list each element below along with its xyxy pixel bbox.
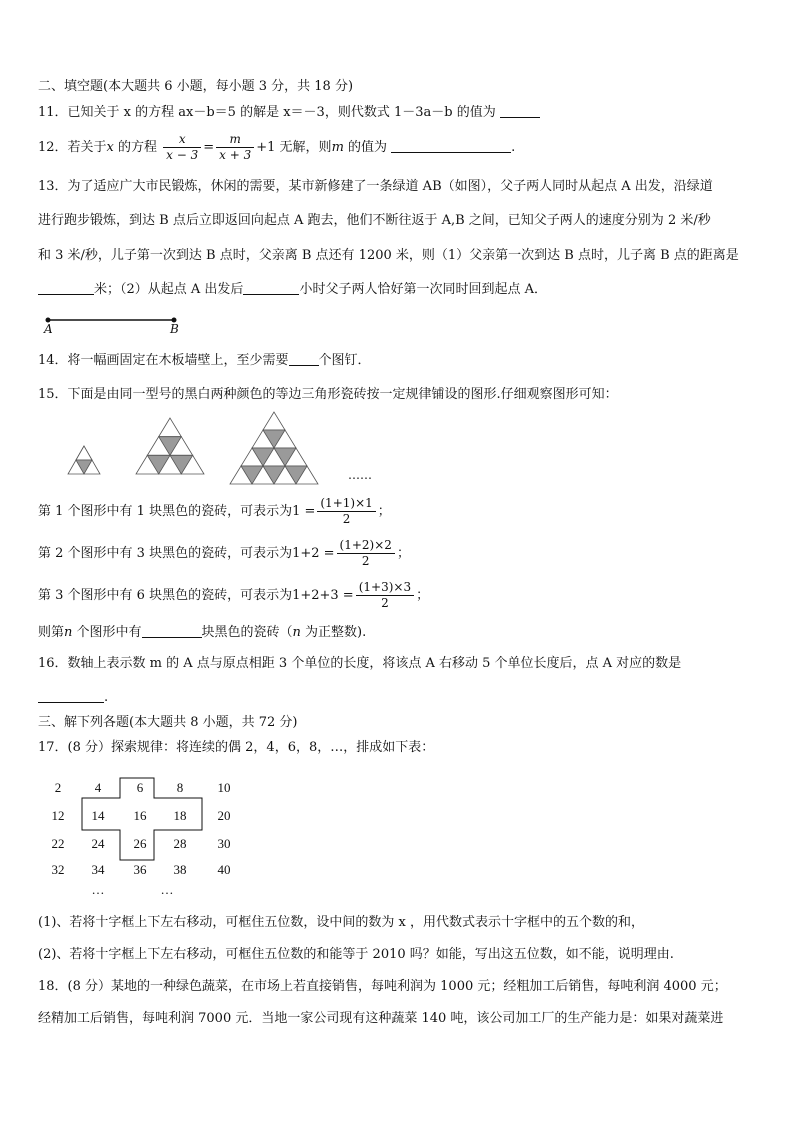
grid-cell: 4 bbox=[94, 780, 102, 795]
grid-cell: 8 bbox=[176, 780, 184, 795]
triangle-pattern-figures bbox=[60, 410, 360, 490]
grid-cell: 2 bbox=[54, 780, 62, 795]
pattern-row-1-lhs: 1 = bbox=[292, 504, 316, 519]
question-13-line-4-b: 小时父子两人恰好第一次同时回到起点 A． bbox=[299, 282, 547, 297]
fraction-denominator: 2 bbox=[342, 512, 351, 526]
grid-cell: 12 bbox=[51, 808, 65, 823]
grid-cell: 16 bbox=[133, 808, 147, 823]
grid-cell: 14 bbox=[91, 808, 105, 823]
fraction-numerator: (1+1)×1 bbox=[317, 496, 375, 512]
section-3-header: 三、解下列各题(本大题共 8 小题，共 72 分) bbox=[38, 715, 298, 730]
pattern-row-3-lhs: 1+2+3 = bbox=[292, 588, 354, 603]
fraction-denominator: 2 bbox=[381, 596, 389, 610]
question-11 bbox=[38, 104, 540, 122]
answer-blank[interactable] bbox=[243, 281, 299, 295]
segment-ab-figure bbox=[40, 312, 190, 340]
pattern-row-2-text: 第 2 个图形中有 3 块黑色的瓷砖，可表示为 bbox=[38, 546, 293, 561]
pattern-row-n-prefix: 则第 bbox=[38, 625, 65, 640]
period: . bbox=[104, 690, 109, 705]
question-13-line-4-a: 米；（2）从起点 A 出发后 bbox=[94, 282, 244, 297]
fraction-numerator: m bbox=[216, 132, 254, 148]
question-14-prefix: 14．将一幅画固定在木板墙壁上，至少需要 bbox=[38, 353, 289, 368]
grid-cell: 32 bbox=[51, 862, 65, 877]
question-15-intro: 15．下面是由同一型号的黑白两种颜色的等边三角形瓷砖按一定规律铺设的图形.仔细观察图形可知： bbox=[38, 387, 618, 402]
grid-cell: 36 bbox=[133, 862, 147, 877]
pattern-row-1-text: 第 1 个图形中有 1 块黑色的瓷砖，可表示为 bbox=[38, 504, 293, 519]
pattern-row-2 bbox=[38, 536, 410, 572]
grid-cell: 18 bbox=[173, 808, 187, 823]
answer-blank[interactable] bbox=[142, 624, 202, 638]
question-18-line-2: 经精加工后销售，每吨利润 7000 元．当地一家公司现有这种蔬菜 140 吨，该公司加工厂的生产能力是：如果对蔬菜进 bbox=[38, 1011, 724, 1026]
grid-dots: … bbox=[91, 882, 105, 897]
fraction-denominator: 2 bbox=[361, 554, 370, 568]
answer-blank[interactable] bbox=[38, 281, 94, 295]
question-17-part-1: (1)、若将十字框上下左右移动，可框住五位数，设中间的数为 x ，用代数式表示十字框中的五个数的和， bbox=[38, 915, 645, 930]
fraction-numerator: (1+3)×3 bbox=[356, 580, 414, 596]
section-2-header: 二、填空题(本大题共 6 小题，每小题 3 分，共 18 分) bbox=[38, 79, 354, 94]
question-12-prefix: 12．若关于 bbox=[38, 140, 107, 155]
pattern-row-n bbox=[38, 624, 366, 642]
pattern-row-n-mid: 个图形中有 bbox=[72, 625, 142, 640]
fraction bbox=[356, 580, 414, 611]
var-m: m bbox=[331, 140, 344, 155]
grid-cell: 34 bbox=[91, 862, 105, 877]
question-14-suffix: 个图钉． bbox=[318, 353, 371, 368]
question-13-line-2: 进行跑步锻炼，到达 B 点后立即返回向起点 A 跑去，他们不断往返于 A,B 之间，已知父子两人的速度分别为 2 米/秒 bbox=[38, 213, 711, 228]
pattern-row-1 bbox=[38, 494, 391, 530]
question-13-line-3: 和 3 米/秒，儿子第一次到达 B 点时，父亲离 B 点还有 1200 米，则（1）父亲第一次到达 B 点时，儿子离 B 点的距离是 bbox=[38, 248, 739, 263]
answer-blank[interactable] bbox=[289, 352, 319, 366]
semicolon: ； bbox=[396, 546, 410, 561]
question-16-answer-line bbox=[38, 689, 108, 707]
question-17-part-2: (2)、若将十字框上下左右移动，可框住五位数的和能等于 2010 吗？如能，写出这五位数，如不能，说明理由. bbox=[38, 947, 674, 962]
grid-cell: 26 bbox=[133, 836, 147, 851]
triangle-figure-1 bbox=[68, 446, 100, 474]
grid-cell: 20 bbox=[217, 808, 231, 823]
question-13-line-4 bbox=[38, 281, 547, 299]
question-12-mid: 的方程 bbox=[113, 140, 158, 155]
fraction-denominator: x + 3 bbox=[219, 148, 252, 162]
pattern-row-2-lhs: 1+2 = bbox=[292, 546, 335, 561]
var-x: x bbox=[106, 140, 114, 155]
answer-blank[interactable] bbox=[500, 104, 540, 118]
question-12-suffix: 的值为 bbox=[343, 140, 388, 155]
grid-cell: 22 bbox=[51, 836, 65, 851]
fraction-numerator: x bbox=[163, 132, 201, 148]
question-11-text: 11．已知关于 x 的方程 ax－b＝5 的解是 x＝－3，则代数式 1－3a－b 的值为 bbox=[38, 105, 496, 120]
grid-cell: 30 bbox=[217, 836, 231, 851]
grid-dots: … bbox=[160, 882, 174, 897]
fraction-denominator: x − 3 bbox=[166, 148, 199, 162]
triangle-figure-2 bbox=[136, 418, 204, 474]
period: . bbox=[511, 140, 516, 155]
question-17-intro: 17．(8 分）探索规律：将连续的偶 2，4，6，8，…，排成如下表： bbox=[38, 740, 435, 755]
question-16: 16．数轴上表示数 m 的 A 点与原点相距 3 个单位的长度，将该点 A 右移动 5 个单位长度后，点 A 对应的数是 bbox=[38, 656, 682, 671]
fraction bbox=[163, 132, 201, 163]
point-a-label: A bbox=[44, 322, 53, 336]
question-13-line-1: 13．为了适应广大市民锻炼，休闲的需要，某市新修建了一条绿道 AB（如图），父子两人同时从起点 A 出发，沿绿道 bbox=[38, 179, 713, 194]
point-b-label: B bbox=[170, 322, 179, 336]
pattern-row-n-end: 为正整数). bbox=[300, 625, 367, 640]
answer-blank[interactable] bbox=[38, 689, 104, 703]
semicolon: ； bbox=[416, 588, 430, 603]
fraction-numerator: (1+2)×2 bbox=[337, 538, 395, 554]
question-14 bbox=[38, 352, 371, 370]
fraction bbox=[337, 538, 395, 569]
grid-cell: 6 bbox=[136, 780, 144, 795]
triangle-figure-3 bbox=[230, 412, 318, 484]
question-12 bbox=[38, 130, 515, 166]
grid-cell: 40 bbox=[217, 862, 231, 877]
answer-blank[interactable] bbox=[391, 139, 511, 153]
equals-sign: = bbox=[203, 140, 215, 155]
question-18-line-1: 18．(8 分）某地的一种绿色蔬菜，在市场上若直接销售，每吨利润为 1000 元；经粗加工后销售，每吨利润 4000 元； bbox=[38, 979, 727, 994]
var-n: n bbox=[64, 625, 73, 640]
pattern-row-3 bbox=[38, 578, 429, 614]
question-12-plus: +1 无解，则 bbox=[256, 140, 332, 155]
fraction bbox=[216, 132, 254, 163]
even-number-grid bbox=[34, 776, 254, 906]
pattern-row-3-text: 第 3 个图形中有 6 块黑色的瓷砖，可表示为 bbox=[38, 588, 293, 603]
ellipsis: …… bbox=[348, 468, 372, 482]
var-n: n bbox=[292, 625, 301, 640]
grid-cell: 38 bbox=[173, 862, 187, 877]
fraction bbox=[317, 496, 375, 527]
grid-cell: 28 bbox=[173, 836, 187, 851]
pattern-row-n-suffix: 块黑色的瓷砖（ bbox=[201, 625, 293, 640]
grid-cell: 10 bbox=[217, 780, 231, 795]
grid-cell: 24 bbox=[91, 836, 105, 851]
semicolon: ； bbox=[377, 504, 391, 519]
